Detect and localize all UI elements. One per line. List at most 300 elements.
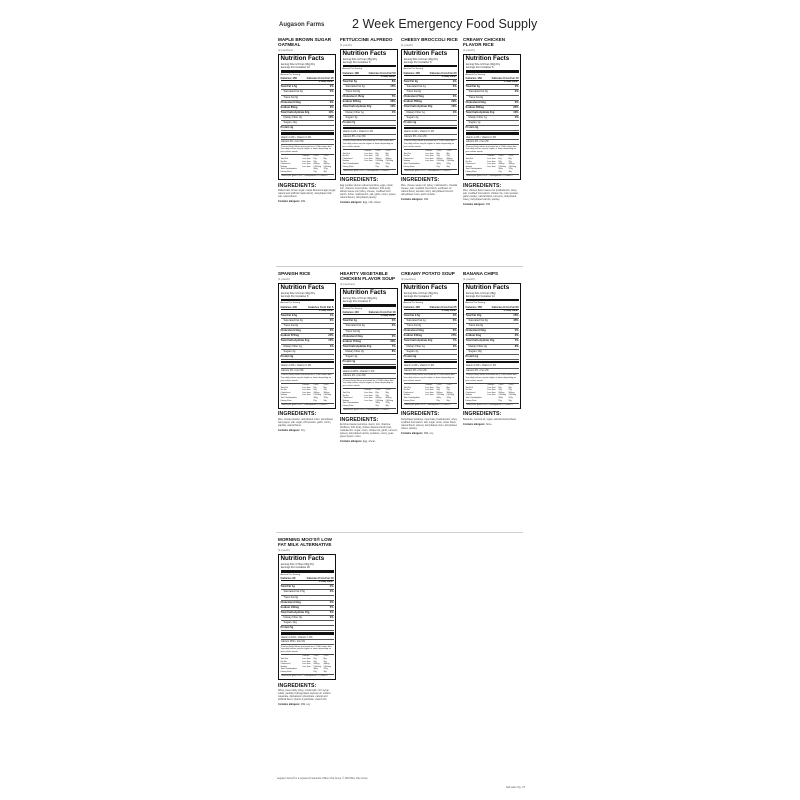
dv-guide-cell: 20g [498,389,502,392]
calories: Calories 140 [280,304,297,309]
nutrient-label: Saturated Fat 3g [345,85,365,89]
allergens-line [340,201,398,204]
allergens-label: Contains allergens: [463,203,486,207]
nutrient-label: Total Carbohydrate 21g [342,344,372,348]
nutrient-percent: 4% [452,313,457,317]
nutrient-percent: 3% [329,105,334,109]
dv-guide-cell: 65g [436,386,440,389]
dv-guide-cell: 300g [375,402,380,405]
calories-per-gram: Calories per gram: Fat 9 • Carbohydrate 4 • Protein 4 [404,403,457,407]
daily-value-guide [281,154,334,173]
dv-guide-cell: 300g [313,668,318,671]
dv-guide-cell: Sat Fat [280,660,287,663]
allergens-value: Milk. [300,200,306,204]
nutrient-percent: 24% [328,334,334,338]
allergens-line [278,429,336,432]
dv-guide-cell: Sat Fat [342,155,349,158]
allergens-line [340,440,398,443]
brand-name: Augason Farms [279,22,325,28]
dv-guide-cell: Cholesterol [280,391,291,394]
minerals-row: Calcium 6% • Iron 2% [404,135,457,140]
nutrient-label: Saturated Fat 1g [406,85,426,89]
vitamins-row: Vitamin A 0% • Vitamin C 6% [404,364,457,369]
nutrient-label: Total Fat 1g [342,319,357,323]
dv-guide-cell: 25g [446,389,450,392]
ingredients-heading: INGREDIENTS: [463,182,502,189]
dv-guide-cell: 300mg [498,163,505,166]
daily-value-guide [466,154,519,173]
ingredients-text: Whey, sweet dairy whey, nonfat milk, corn syrup solids, partially hydrogenated soybean oil, sodium caseinate, dipotassium phosphate, natural and artificial flavor, vitamin A palmitate, vitamin D3. [278,689,331,702]
dv-guide-cell: Total Carbohydrate [465,168,482,171]
minerals-row: Calcium 0% • Iron 2% [466,369,519,374]
product-size: (2 pouches) [278,48,293,53]
dv-guide-cell: Total Carbohydrate [280,168,297,171]
dv-guide-cell: Less than [302,386,311,389]
nutrient-label: Sodium 80mg [280,105,298,109]
ingredients-text: Bananas, coconut oil, sugar, natural banana flavor. [463,417,517,421]
daily-value-footnote: *Percent Daily Values are based on a 2,000 calorie diet. Your daily values may be higher or lower depending on your calorie needs. [280,145,332,153]
calories: Calories 190 [342,70,359,75]
dv-guide-cell: 25g [508,389,512,392]
nutrient-label: Total Carbohydrate 29g [342,105,372,109]
nutrient-label: Trans Fat 0g [406,324,422,328]
dv-guide-cell: 80g [385,391,389,394]
dv-guide-cell: Less than [364,152,373,155]
dv-guide-cell: 300mg [436,391,443,394]
dv-guide-cell: Sodium [403,394,411,397]
dv-guide-cell: Cholesterol [403,157,414,160]
daily-value-guide [404,149,457,168]
vitamins-row: Vitamin A 6% • Vitamin C 4% [281,364,334,369]
product-panel [463,37,521,206]
nutrient-percent: 0% [329,329,334,333]
label-rule [281,299,334,302]
label-rule [466,299,519,302]
dv-guide-cell: 2,000 [375,149,381,152]
daily-value-header: % Daily Value* [343,315,396,319]
nutrition-facts-title: Nutrition Facts [465,283,510,291]
nutrient-percent: 4% [452,110,457,114]
dv-guide-cell: 2,000 [313,383,319,386]
nutrient-label: Saturated Fat 1g [406,319,426,323]
dv-guide-cell: Cholesterol [465,163,476,166]
dv-guide-cell: 2,500 [385,149,391,152]
dv-guide-cell: Total Carbohydrate [465,396,482,399]
nutrient-label: Sodium 0mg [465,334,482,338]
calories-from-fat: Calories from Fat 15 [306,76,334,81]
nutrient-percent: 5% [391,95,396,99]
nutrient-label: Cholesterol 0mg [403,329,424,333]
dv-guide-cell: Less than [425,160,434,163]
product-name: HEARTY VEGETABLE CHICKEN FLAVOR SOUP [340,271,396,282]
servings-per-container: Servings Per Container 8 [465,66,494,69]
nutrient-label: Cholesterol 0mg [280,329,301,333]
dv-guide-cell: 80g [385,152,389,155]
dv-guide-cell: 80g [323,657,327,660]
amount-per-serving: Amount Per Serving [280,302,301,305]
dv-guide-cell: 300mg [385,157,392,160]
dv-guide-cell: 2,400mg [436,160,444,163]
product-size: (2 pouches) [401,277,416,281]
dv-guide-cell: Less than [425,155,434,158]
amount-per-serving: Amount Per Serving [403,302,424,305]
dv-guide-cell: Dietary Fiber [342,404,354,407]
nutrient-label: Sugars 14g [283,621,297,625]
serving-size: Serving Size 1/4 Cup (28g) [465,291,496,295]
nutrient-percent: 5% [329,605,334,609]
daily-value-header: % Daily Value* [343,76,396,80]
nutrition-facts-label [463,54,521,180]
dv-guide-cell: 2,000 [436,383,442,386]
nutrient-percent: 5% [452,85,457,89]
product-size: (1 pouch) [463,48,475,53]
dv-guide-cell: Calories [425,149,433,152]
dv-guide-cell: 2,400mg [508,394,516,397]
nutrient-label: Saturated Fat 0g [283,90,303,94]
dv-guide-cell: 2,000 [498,383,504,386]
dv-guide-cell: 2,500 [323,155,329,158]
nutrition-facts-title: Nutrition Facts [280,555,325,563]
dv-guide-cell: 2,400mg [375,399,383,402]
ingredients-heading: INGREDIENTS: [340,416,379,423]
allergens-line [401,432,459,435]
dv-guide-cell: Cholesterol [465,391,476,394]
nutrient-label: Dietary Fiber 1g [468,115,487,119]
nutrient-label: Cholesterol 0mg [342,334,363,338]
dv-guide-cell: 300mg [385,397,392,400]
dv-guide-cell: 25g [323,160,327,163]
daily-value-footnote: *Percent Daily Values are based on a 2,000 calorie diet. Your daily values may be higher or lower depending on your calorie needs. [280,374,332,382]
nutrient-percent: 11% [328,110,334,114]
nutrient-percent: 45% [513,319,519,323]
servings-per-container: Servings Per Container 20 [280,566,310,569]
product-size: (1 pouch) [278,277,290,281]
dv-guide-cell: Cholesterol [342,157,353,160]
dv-guide-cell: Less than [302,157,311,160]
dv-guide-cell: 80g [508,157,512,160]
nutrient-percent: 0% [514,100,519,104]
product-name: CREAMY POTATO SOUP [401,271,455,276]
amount-per-serving: Amount Per Serving [465,73,486,76]
dv-guide-cell: 25g [313,170,317,173]
vitamins-row: Vitamin A 10% • Vitamin C 0% [281,636,334,641]
dv-guide-cell: Less than [302,389,311,392]
dv-guide-cell: 375g [385,402,390,405]
dv-guide-cell: 300mg [446,391,453,394]
vitamins-row: Vitamin A 2% • Vitamin C 0% [343,130,396,135]
dv-guide-cell: 20g [313,660,317,663]
nutrient-label: Protein 7g [342,120,356,124]
daily-value-guide [343,388,396,407]
dv-guide-cell: 375g [446,396,451,399]
label-rule [281,361,334,364]
dv-guide-cell: 30g [446,165,450,168]
dv-guide-cell: Calories [425,383,433,386]
dv-guide-cell: 2,400mg [313,394,321,397]
calories: Calories 110 [342,310,359,315]
nutrient-label: Total Carbohydrate 22g [403,339,433,343]
nutrient-percent: 25% [513,105,519,109]
dv-guide-cell: Less than [364,399,373,402]
allergens-label: Contains allergens: [278,428,301,432]
dv-guide-cell: 30g [508,170,512,173]
dv-guide-cell: 300mg [508,163,515,166]
dv-guide-cell: 2,000 [375,389,381,392]
dv-guide-cell: 2,400mg [385,399,393,402]
nutrient-percent: 0% [329,319,334,323]
dv-guide-cell: Calories [364,149,372,152]
calories-from-fat: Calories from Fat 10 [491,76,519,81]
ingredients-heading: INGREDIENTS: [278,182,317,189]
nutrient-label: Protein 4g [342,360,356,364]
daily-value-header: % Daily Value* [281,81,334,85]
dv-guide-cell: 30g [446,399,450,402]
dv-guide-cell: Total Carbohydrate [342,402,359,405]
dv-guide-cell: 300g [313,168,318,171]
nutrient-percent: 30% [390,339,396,343]
serving-size: Serving Size 1/4 Cup (40g) Dry [280,291,316,295]
ingredients-text: Rice, cheese sauce mix (whey, maltodextrin, cheddar cheese, salt, modified food starch, sunflower oil, natural flavor, annatto color), dehydrated broccoli, dehydrated onion, garlic powder. [401,183,458,196]
dv-guide-cell: 2,500 [385,389,391,392]
dv-guide-cell: Cholesterol [280,163,291,166]
amount-per-serving: Amount Per Serving [280,573,301,576]
nutrient-percent: 27% [451,334,457,338]
nutrient-label: Cholesterol 0mg [280,600,301,604]
nutrient-percent: 2% [391,319,396,323]
ingredients-text: Egg noodles (durum wheat semolina, eggs, niacin, iron, thiamine mononitrate, riboflavin, folic acid), alfredo sauce mix (whey, cheese, modified food starch, butter, maltodextrin, salt, garlic, onion, spices, natural flavor), dehydrated parsley. [340,183,397,199]
nutrient-percent: 3% [329,590,334,594]
nutrient-label: Dietary Fiber 2g [468,344,487,348]
nutrient-label: Total Fat 1.5g [280,85,298,89]
nutrient-percent: 5% [452,319,457,323]
dv-guide-cell: 30g [323,399,327,402]
nutrition-facts-title: Nutrition Facts [280,55,325,63]
daily-value-footnote: *Percent Daily Values are based on a 2,000 calorie diet. Your daily values may be higher or lower depending on your calorie needs. [403,140,455,148]
dv-guide-cell: 300g [313,396,318,399]
nutrient-percent: 1% [329,313,334,317]
dv-guide-cell: 30g [385,404,389,407]
calories-per-gram: Calories per gram: Fat 9 • Carbohydrate 4 • Protein 4 [281,674,334,678]
nutrient-label: Sodium 590mg [465,105,484,109]
dv-guide-cell: Total Fat [280,386,288,389]
dv-guide-cell: 300mg [498,391,505,394]
dv-guide-cell: Less than [302,394,311,397]
calories: Calories 90 [280,576,296,581]
product-name: CREAMY CHICKEN FLAVOR RICE [463,37,506,48]
vitamins-row: Vitamin A 20% • Vitamin C 2% [343,370,396,375]
serving-size: Serving Size 1/3 Cup (30g) Dry [403,291,439,295]
daily-value-footnote: *Percent Daily Values are based on a 2,000 calorie diet. Your daily values may be higher or lower depending on your calorie needs. [342,379,394,387]
allergens-label: Contains allergens: [340,440,363,444]
dv-guide-cell: 30g [508,399,512,402]
dv-guide-cell: 375g [323,396,328,399]
calories-per-gram: Calories per gram: Fat 9 • Carbohydrate 4 • Protein 4 [466,403,519,407]
nutrient-label: Sodium 710mg [342,339,361,343]
nutrient-percent: 23% [451,100,457,104]
nutrient-label: Sugars 2g [406,349,419,353]
nutrient-label: Protein 4g [280,126,294,130]
amount-per-serving: Amount Per Serving [342,68,363,71]
dv-guide-cell: Less than [364,394,373,397]
dv-guide-cell: Calories [364,389,372,392]
label-rule [404,299,457,302]
nutrient-label: Sodium 560mg [403,100,422,104]
calories: Calories 150 [465,76,482,81]
product-panel [340,271,398,443]
allergens-value: Milk. [485,203,491,207]
dv-guide-cell: Cholesterol [342,397,353,400]
nutrition-facts-label [278,283,336,409]
nutrient-label: Saturated Fat 0g [468,90,488,94]
dv-guide-cell: Dietary Fiber [465,170,477,173]
dv-guide-cell: 300mg [313,163,320,166]
daily-value-header: % Daily Value* [281,310,334,314]
label-rule [404,361,457,364]
ingredients-text: Enriched pasta (semolina, niacin, iron, thiamine, riboflavin, folic acid), chicken flavored broth (salt, maltodextrin, sugar, onion, chicken fat, garlic, turmeric, spices), dehydrated carrots, potatoes, celery, peas, green beans, onion. [340,423,398,439]
dv-guide-cell: 300g [375,162,380,165]
label-rule [404,65,457,68]
nutrient-label: Total Carbohydrate 31g [465,110,495,114]
servings-per-container: Servings Per Container 12 [465,294,495,298]
daily-value-guide [281,654,334,673]
nutrient-label: Dietary Fiber 1g [406,344,425,348]
calories-per-gram: Calories per gram: Fat 9 • Carbohydrate 4 • Protein 4 [404,169,457,173]
nutrition-facts-label [340,288,398,414]
dv-guide-cell: Total Carbohydrate [280,668,297,671]
product-size: (2 pouches) [340,282,355,287]
nutrient-row [404,355,457,360]
nutrient-percent: 2% [452,95,457,99]
allergens-line [463,203,521,206]
allergens-label: Contains allergens: [463,422,486,426]
product-panel [401,271,459,435]
allergens-line [278,200,336,203]
label-rule [281,570,334,573]
daily-value-header: % Daily Value* [466,81,519,85]
dv-guide-cell: Less than [364,397,373,400]
nutrient-label: Cholesterol 15mg [342,95,365,99]
dv-guide-cell: 25g [436,399,440,402]
nutrient-label: Trans Fat 0g [345,329,361,333]
calories-from-fat: Calories from Fat 10 [368,310,396,315]
dv-guide-cell: 2,500 [323,655,329,658]
dv-guide-cell: Less than [487,165,496,168]
nutrient-percent: 0% [514,329,519,333]
nutrition-facts-label [278,554,336,680]
nutrition-facts-label [463,283,521,409]
vitamins-row: Vitamin A 0% • Vitamin C 0% [281,136,334,141]
dv-guide-cell: Sat Fat [403,389,410,392]
dv-guide-cell: Dietary Fiber [465,399,477,402]
dv-guide-cell: 65g [375,152,379,155]
calories: Calories 120 [403,304,420,309]
dv-guide-cell: Sat Fat [465,160,472,163]
label-rule [343,366,396,369]
nutrition-facts-title: Nutrition Facts [342,289,387,297]
label-rule [466,361,519,364]
dv-guide-cell: Calories [302,655,310,658]
dv-guide-cell: 80g [446,152,450,155]
ingredients-text: Rice, tomato powder, dehydrated onion, dehydrated bell pepper, salt, sugar, chili powder, garlic, cumin, paprika, natural flavor. [278,417,333,427]
calories-from-fat: Calories from Fat 90 [491,304,519,309]
vitamins-row: Vitamin A 0% • Vitamin C 2% [466,364,519,369]
daily-value-guide [281,383,334,402]
dv-guide-cell: 65g [498,157,502,160]
dv-guide-cell: Sodium [465,394,473,397]
dv-guide-cell: 2,500 [508,383,514,386]
dv-guide-cell: 25g [508,160,512,163]
nutrient-percent: 0% [329,615,334,619]
dv-guide-cell: 20g [313,389,317,392]
dv-guide-cell: 25g [385,155,389,158]
dv-guide-cell: Less than [302,660,311,663]
nutrient-label: Total Fat 10g [465,313,482,317]
dv-guide-cell: Less than [487,386,496,389]
dv-guide-cell: Total Fat [403,386,411,389]
ingredients-text: Rolled oats, brown sugar, maple flavored sugar (sugar, natural and artificial maple flavor), dehydrated milk, salt, natural flavor. [278,189,336,199]
dv-guide-cell: 65g [436,152,440,155]
dv-guide-cell: 20g [436,389,440,392]
serving-size: Serving Size 3 Tbsp (23g) Dry [280,563,314,566]
dv-guide-cell: 80g [508,386,512,389]
dv-guide-cell: Calories [487,383,495,386]
nutrient-label: Total Carbohydrate 32g [280,110,310,114]
dv-guide-cell: Less than [302,165,311,168]
nutrition-facts-label [401,49,459,175]
servings-per-container: Servings Per Container 8 [280,294,309,298]
dv-guide-cell: Less than [364,157,373,160]
dv-guide-cell: 20g [375,155,379,158]
servings-per-container: Servings Per Container 12 [280,66,310,69]
amount-per-serving: Amount Per Serving [465,302,486,305]
nutrient-label: Cholesterol 0mg [465,100,486,104]
nutrient-label: Protein 1g [465,354,479,358]
dv-guide-cell: 65g [313,157,317,160]
nutrient-label: Total Fat 1g [465,85,480,89]
nutrient-row [466,355,519,360]
label-rule [281,632,334,635]
daily-value-header: % Daily Value* [466,310,519,314]
nutrient-percent: 8% [391,349,396,353]
label-rule [466,70,519,73]
serving-size: Serving Size 1/2 Cup (45g) Dry [342,57,378,61]
dv-guide-cell: 2,500 [508,155,514,158]
dv-guide-cell: Sodium [280,665,288,668]
dv-guide-cell: Less than [487,391,496,394]
dv-guide-cell: 2,400mg [436,394,444,397]
nutrient-label: Saturated Fat 0.5g [283,590,305,594]
dv-guide-cell: Dietary Fiber [280,670,292,673]
dv-guide-cell: 2,000 [436,149,442,152]
dv-guide-cell: Less than [425,152,434,155]
dv-guide-cell: Calories [302,155,310,158]
serving-size: Serving Size 1/4 Cup (40g) Dry [465,63,501,66]
nutrient-percent: 0% [329,100,334,104]
dv-guide-cell: Total Carbohydrate [403,162,420,165]
dv-guide-cell: Total Carbohydrate [280,396,297,399]
dv-guide-cell: Sat Fat [465,389,472,392]
dv-guide-cell: Sat Fat [403,155,410,158]
dv-guide-cell: 80g [446,386,450,389]
dv-guide-cell: 65g [313,386,317,389]
dv-guide-cell: 300mg [323,163,330,166]
nutrient-percent: 0% [391,324,396,328]
dv-guide-cell: 25g [436,165,440,168]
dv-guide-cell: Total Carbohydrate [342,162,359,165]
calories: Calories 150 [465,304,482,309]
dv-guide-cell: 25g [313,670,317,673]
nutrient-label: Trans Fat 0g [283,324,299,328]
